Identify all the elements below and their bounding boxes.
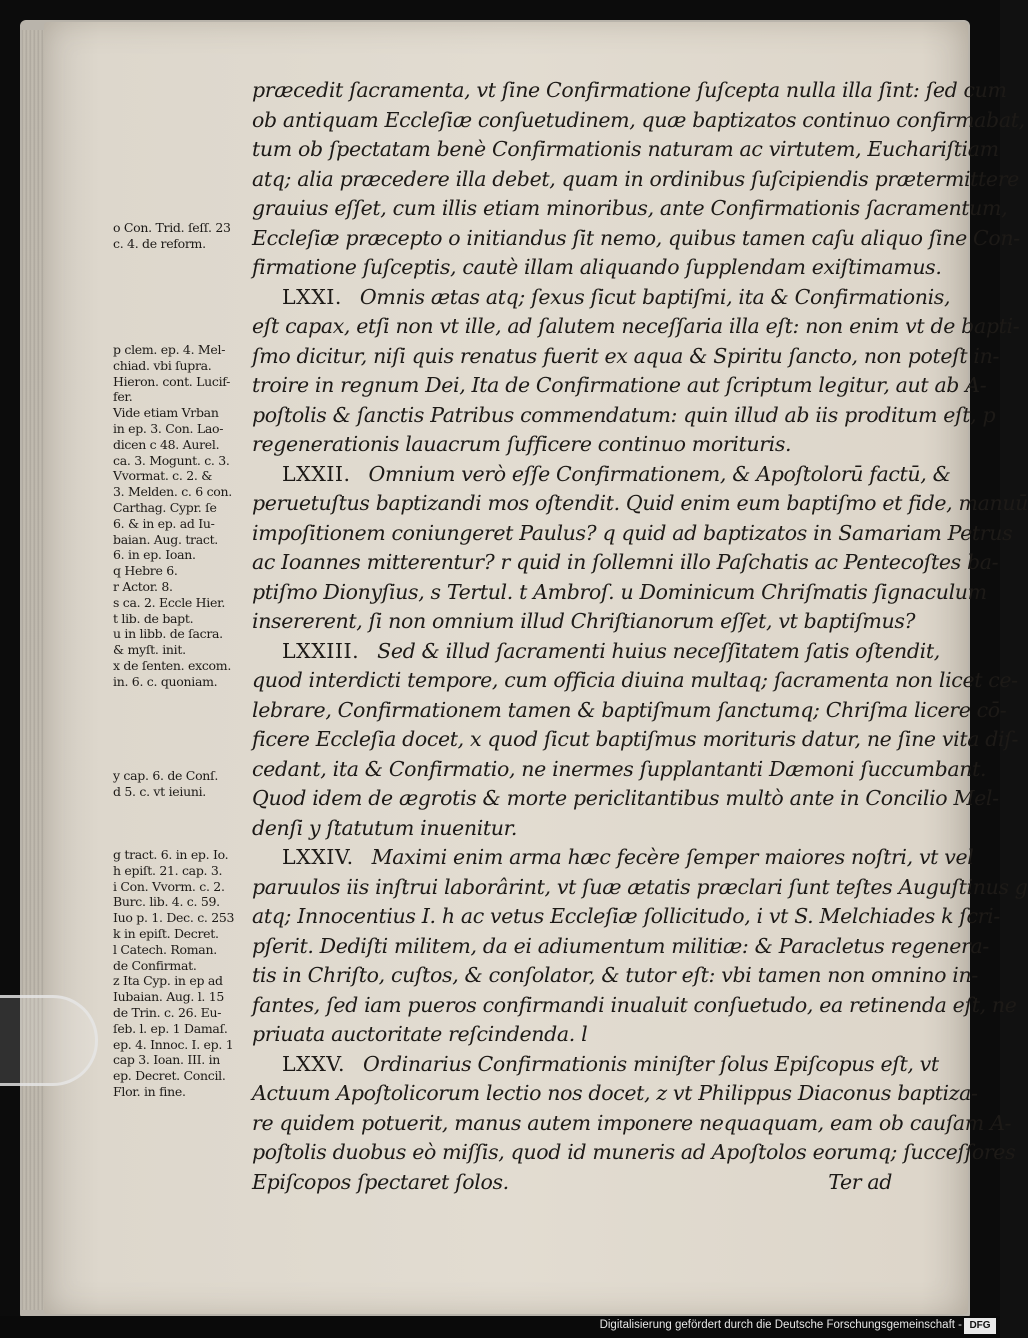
margin-note-line: de Confirmat. (113, 957, 197, 973)
text-line: cedant, ita & Confirmatio, ne inermes ſupplantanti Dæmoni ſuccumbant. (252, 756, 987, 781)
text-line: LXXIV. Maximi enim arma hæc fecère ſemper maiores noſtri, vt vel (282, 845, 974, 869)
margin-note-line: Vide etiam Vrban (113, 405, 219, 421)
margin-note-line: chiad. vbi ſupra. (113, 357, 212, 373)
catchword: Ter ad (828, 1169, 892, 1194)
margin-note-line: i Con. Vvorm. c. 2. (113, 878, 225, 894)
margin-note-group (113, 342, 232, 690)
margin-note-line: Hieron. cont. Lucif- (113, 373, 231, 389)
margin-note-line: dicen c 48. Aurel. (113, 436, 220, 452)
text-line: poſtolis & ſanctis Patribus commendatum: quin illud ab iis proditum eſt, p (252, 402, 996, 427)
margin-note-line: c. 4. de reform. (113, 235, 206, 251)
margin-note-line: u in libb. de ſacra. (113, 626, 223, 642)
text-line: atq; alia præcedere illa debet, quam in ordinibus ſuſcipiendis prætermittere (252, 166, 1019, 191)
text-line: poſtolis duobus eò miſſis, quod id muneris ad Apoſtolos eorumq; ſucceſſores (252, 1140, 1016, 1164)
text-line: fantes, ſed iam pueros confirmandi inualuit conſuetudo, ea retinenda eſt, ne (252, 992, 1017, 1017)
text-line: eſt capax, etſi non vt ille, ad ſalutem neceſſaria illa eſt: non enim vt de bapti- (252, 314, 1020, 338)
text-line: Quod idem de ægrotis & morte periclitantibus multò ante in Concilio Mel- (252, 786, 999, 810)
margin-note-group (113, 768, 218, 800)
margin-note-line: Flor. in fine. (113, 1083, 186, 1099)
margin-note-line: ep. 4. Innoc. I. ep. 1 (113, 1036, 234, 1052)
margin-note-line: & myſt. init. (113, 642, 186, 658)
margin-note-line: p clem. ep. 4. Mel- (113, 342, 226, 357)
dfg-logo: DFG (964, 1318, 996, 1334)
margin-note-line: cap 3. Ioan. III. in (113, 1052, 221, 1068)
margin-note-line: Burc. lib. 4. c. 59. (113, 894, 220, 910)
text-line: LXXIII. Sed & illud ſacramenti huius neceſſitatem ſatis oſtendit, (282, 638, 940, 663)
text-line: ficere Eccleſia docet, x quod ſicut baptiſmus morituris datur, ne ſine vita diſ- (252, 727, 1019, 751)
margin-note-line: de Trin. c. 26. Eu- (113, 1004, 222, 1020)
margin-note-line: in. 6. c. quoniam. (113, 673, 218, 689)
text-line: denſi y ſtatutum inuenitur. (252, 815, 518, 840)
margin-note-group (113, 847, 234, 1100)
margin-note-line: ſeb. l. ep. 1 Damaſ. (113, 1020, 228, 1036)
margin-note-line: Iuo p. 1. Dec. c. 253 (113, 910, 235, 926)
text-line: regenerationis lauacrum ſufficere continuo morituris. (252, 432, 792, 456)
margin-note-line: h epiſt. 21. cap. 3. (113, 862, 223, 878)
paragraph-numeral: LXXIII. (282, 638, 360, 663)
text-line: LXXI. Omnis ætas atq; ſexus ſicut baptiſmi, ita & Confirmationis, (282, 284, 951, 309)
text-line: ob antiquam Eccleſiæ conſuetudinem, quæ baptizatos continuo confirmabat, (252, 107, 1025, 132)
margin-note-line: Carthag. Cypr. ſe (113, 499, 217, 515)
paragraph-numeral: LXXI. (282, 284, 342, 309)
margin-note-line: ep. Decret. Concil. (113, 1068, 226, 1084)
text-line: ptiſmo Dionyſius, s Tertul. t Ambroſ. u Dominicum Chriſmatis ſignaculum (252, 579, 987, 604)
text-line: tis in Chriſto, cuſtos, & conſolator, & tutor eſt: vbi tamen non omnino in- (252, 963, 978, 987)
margin-note-line: k in epiſt. Decret. (113, 925, 219, 941)
text-line: præcedit ſacramenta, vt ſine Confirmatione ſuſcepta nulla illa ſint: ſed cum (252, 78, 1007, 102)
margin-note-line: baian. Aug. tract. (113, 531, 218, 547)
margin-note-line: d 5. c. vt ieiuni. (113, 783, 206, 799)
text-line: grauius eſſet, cum illis etiam minoribus, ante Confirmationis ſacramentum, (252, 196, 1008, 220)
margin-note-line: g tract. 6. in ep. Io. (113, 847, 229, 862)
text-line: atq; Innocentius I. h ac vetus Eccleſiæ ſollicitudo, i vt S. Melchiades k ſcri- (252, 904, 1000, 928)
text-line: insererent, ſi non omnium illud Chriſtianorum eſſet, vt baptiſmus? (252, 609, 916, 633)
margin-note-line: ca. 3. Mogunt. c. 3. (113, 452, 230, 468)
text-line-content: Epiſcopos ſpectaret ſolos. (252, 1169, 509, 1194)
text-line: peruetuſtus baptizandi mos oſtendit. Quid enim eum baptiſmo et fide, manuū (252, 491, 1028, 515)
text-line: troire in regnum Dei, Ita de Confirmatione aut ſcriptum legitur, aut ab A- (252, 373, 987, 397)
margin-note-line: l Catech. Roman. (113, 941, 217, 957)
margin-note-line: x de ſenten. excom. (113, 657, 231, 673)
margin-note-line: r Actor. 8. (113, 578, 173, 594)
paragraph-numeral: LXXIV. (282, 845, 354, 869)
footer-text: Digitalisierung gefördert durch die Deutsche Forschungsgemeinschaft - (599, 1319, 962, 1331)
margin-note-line: y cap. 6. de Conſ. (113, 768, 219, 783)
text-line: firmatione ſuſceptis, cautè illam aliquando ſupplendam exiſtimamus. (252, 255, 942, 279)
text-line: paruulos iis inſtrui laborârint, vt ſuæ ætatis præclari ſunt teſtes Auguſtinus g (252, 874, 1028, 899)
margin-note-line: Vvormat. c. 2. & (113, 468, 213, 484)
text-line: ac Ioannes mitterentur? r quid in ſollemni illo Paſchatis ac Pentecoſtes ba- (252, 550, 999, 574)
text-line: Eccleſiæ præcepto o initiandus ſit nemo, quibus tamen caſu aliquo ſine Con- (252, 225, 1020, 250)
text-line: pſerit. Dediſti militem, da ei adiumentum militiæ: & Paracletus regenera- (252, 933, 989, 958)
text-line: Actuum Apoſtolicorum lectio nos docet, z vt Philippus Diaconus baptiza- (252, 1081, 978, 1105)
margin-note-line: o Con. Trid. ſeſſ. 23 (113, 220, 231, 235)
text-line: priuata auctoritate reſcindenda. l (252, 1022, 588, 1046)
margin-note-line: fer. (113, 389, 133, 405)
main-text-block (252, 76, 1028, 1197)
text-line: re quidem potuerit, manus autem imponere nequaquam, eam ob cauſam A- (252, 1110, 1012, 1135)
paragraph-numeral: LXXII. (282, 461, 351, 486)
paragraph-numeral: LXXV. (282, 1051, 346, 1076)
text-line: lebrare, Confirmationem tamen & baptiſmum ſanctumq; Chriſma licere cō- (252, 697, 1007, 722)
margin-note-line: z Ita Cyp. in ep ad (113, 973, 223, 989)
margin-note-line: s ca. 2. Eccle Hier. (113, 594, 226, 610)
text-line: impoſitionem coniungeret Paulus? q quid ad baptizatos in Samariam Petrus (252, 520, 1013, 545)
margin-note-line: 6. in ep. Ioan. (113, 547, 196, 563)
margin-note-line: in ep. 3. Con. Lao- (113, 420, 224, 436)
margin-note-line: 6. & in ep. ad Iu- (113, 515, 215, 531)
margin-note-line: Iubaian. Aug. l. 15 (113, 989, 225, 1005)
margin-note-line: q Hebre 6. (113, 563, 178, 579)
book-page-edges (22, 30, 46, 1310)
margin-note-line: 3. Melden. c. 6 con. (113, 484, 232, 500)
text-line (252, 1168, 892, 1198)
footer-bar (0, 1316, 1000, 1338)
margin-note-line: t lib. de bapt. (113, 610, 194, 626)
text-line: tum ob ſpectatam benè Confirmationis naturam ac virtutem, Euchariſtiam (252, 137, 999, 161)
text-line: ſmo dicitur, niſi quis renatus fuerit ex aqua & Spiritu ſancto, non poteſt in- (252, 343, 1000, 368)
text-line: LXXV. Ordinarius Confirmationis miniſter ſolus Epiſcopus eſt, vt (282, 1051, 939, 1076)
text-line: quod interdicti tempore, cum officia diuina multaq; ſacramenta non licet ce- (252, 668, 1018, 692)
margin-note-group (113, 220, 231, 252)
page-clip (0, 995, 98, 1086)
text-line: LXXII. Omnium verò eſſe Confirmationem, & Apoſtolorū factū, & (282, 461, 951, 486)
